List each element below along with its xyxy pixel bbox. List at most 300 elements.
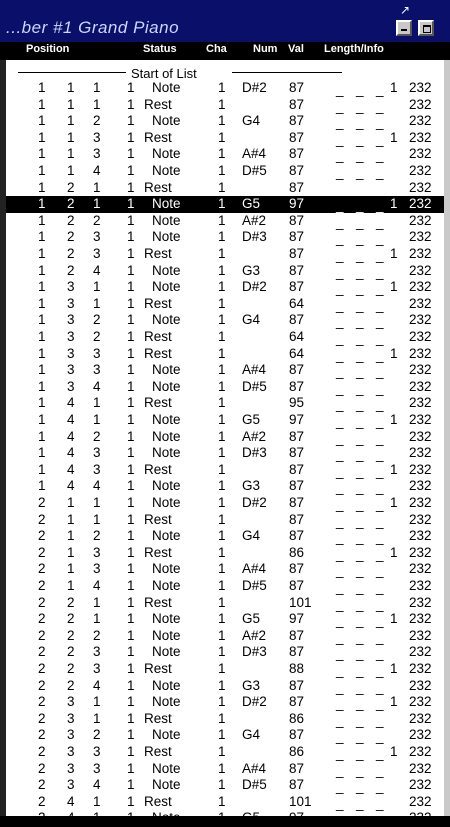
cell-status: Note <box>152 810 181 826</box>
event-row[interactable] <box>6 644 444 661</box>
cell-info: 232 <box>409 212 432 228</box>
cell-length: 1 <box>390 345 398 361</box>
empty-value-marker: _ <box>336 331 344 346</box>
event-row[interactable] <box>6 661 444 678</box>
empty-value-marker: _ <box>336 580 344 595</box>
empty-value-marker: _ <box>376 729 384 745</box>
cell-val: 97 <box>289 810 305 826</box>
cell-status: Note <box>152 279 181 295</box>
event-row[interactable] <box>6 279 444 296</box>
cell-channel: 1 <box>218 528 226 544</box>
cell-channel: 1 <box>218 793 226 809</box>
cell-val: 97 <box>289 196 305 212</box>
cell-bar: 1 <box>38 445 46 461</box>
cell-beat: 1 <box>67 561 75 577</box>
empty-value-marker: _ <box>336 447 344 463</box>
cell-channel: 1 <box>218 295 226 311</box>
cell-beat: 4 <box>67 412 75 427</box>
cell-tick: 1 <box>127 627 135 643</box>
empty-value-marker: _ <box>376 463 384 479</box>
empty-value-marker: _ <box>356 812 364 827</box>
cell-beat: 2 <box>67 594 75 610</box>
cell-sub: 1 <box>93 694 101 710</box>
cell-beat: 4 <box>67 793 75 809</box>
cell-sub: 2 <box>93 428 101 444</box>
cell-info: 232 <box>409 578 432 593</box>
cell-info: 232 <box>409 80 432 95</box>
cell-num: D#2 <box>242 495 267 510</box>
cell-length: 1 <box>390 196 398 212</box>
cell-channel: 1 <box>218 113 226 129</box>
empty-value-marker: _ <box>376 812 384 827</box>
cell-bar: 1 <box>38 362 46 378</box>
cell-val: 87 <box>289 461 305 477</box>
event-row[interactable] <box>6 146 444 163</box>
cell-bar: 1 <box>38 113 46 129</box>
event-row[interactable] <box>6 694 444 711</box>
cell-status: Rest <box>144 544 172 560</box>
cell-beat: 3 <box>67 744 75 759</box>
empty-value-marker: _ <box>376 447 384 463</box>
cell-val: 87 <box>289 511 305 527</box>
empty-value-marker: _ <box>356 314 364 330</box>
empty-value-marker: _ <box>356 613 364 629</box>
cell-bar: 2 <box>38 544 46 560</box>
empty-value-marker: _ <box>356 513 364 529</box>
cell-info: 232 <box>409 229 432 245</box>
event-row[interactable] <box>6 163 444 180</box>
event-row[interactable] <box>6 711 444 728</box>
event-row[interactable] <box>6 229 444 246</box>
cell-length: 1 <box>390 544 398 560</box>
cell-status: Rest <box>144 246 172 261</box>
empty-value-marker: _ <box>336 82 344 97</box>
cell-beat: 3 <box>67 760 75 776</box>
empty-value-marker: _ <box>356 746 364 761</box>
empty-value-marker: _ <box>336 264 344 280</box>
cell-info: 232 <box>409 246 432 261</box>
cell-channel: 1 <box>218 627 226 643</box>
cell-beat: 4 <box>67 478 75 494</box>
cell-bar: 1 <box>38 146 46 162</box>
cell-channel: 1 <box>218 661 226 676</box>
cell-val: 86 <box>289 744 305 759</box>
cell-status: Rest <box>144 594 172 610</box>
empty-value-marker: _ <box>336 181 344 197</box>
cell-beat: 1 <box>67 146 75 162</box>
cell-info: 232 <box>409 129 432 145</box>
event-row[interactable] <box>6 180 444 197</box>
event-row[interactable] <box>6 379 444 396</box>
empty-value-marker: _ <box>356 795 364 811</box>
cell-bar: 1 <box>38 279 46 295</box>
cell-bar: 2 <box>38 810 46 826</box>
cell-num: D#2 <box>242 80 267 95</box>
cell-num: G3 <box>242 677 261 693</box>
cell-sub: 1 <box>93 80 101 95</box>
event-row[interactable] <box>6 346 444 363</box>
cell-channel: 1 <box>218 561 226 577</box>
cell-channel: 1 <box>218 694 226 710</box>
empty-value-marker: _ <box>376 248 384 263</box>
cell-status: Note <box>152 362 181 378</box>
empty-value-marker: _ <box>376 513 384 529</box>
cell-info: 232 <box>409 329 432 344</box>
cell-num: G5 <box>242 810 261 826</box>
column-val[interactable]: Val <box>288 43 304 55</box>
cell-bar: 1 <box>38 229 46 245</box>
empty-value-marker: _ <box>376 546 384 562</box>
empty-value-marker: _ <box>356 131 364 147</box>
cell-length: 1 <box>390 495 398 510</box>
cell-val: 87 <box>289 163 305 178</box>
cell-val: 87 <box>289 644 305 660</box>
cell-tick: 1 <box>127 677 135 693</box>
empty-value-marker: _ <box>376 397 384 413</box>
empty-value-marker: _ <box>336 281 344 297</box>
event-row[interactable] <box>6 97 444 114</box>
cell-sub: 1 <box>93 96 101 112</box>
cell-info: 232 <box>409 312 432 328</box>
cell-num: D#5 <box>242 578 267 593</box>
cell-info: 232 <box>409 412 432 427</box>
event-row[interactable] <box>6 794 444 811</box>
empty-value-marker: _ <box>356 331 364 346</box>
cell-info: 232 <box>409 727 432 743</box>
cell-val: 87 <box>289 212 305 228</box>
column-status[interactable]: Status <box>143 43 177 55</box>
event-row[interactable] <box>6 329 444 346</box>
cell-tick: 1 <box>127 694 135 710</box>
cell-beat: 3 <box>67 694 75 710</box>
cell-bar: 2 <box>38 760 46 776</box>
cell-channel: 1 <box>218 378 226 394</box>
cell-info: 232 <box>409 362 432 378</box>
cell-val: 87 <box>289 179 305 195</box>
empty-value-marker: _ <box>356 463 364 479</box>
cell-val: 87 <box>289 760 305 776</box>
cell-beat: 2 <box>67 212 75 228</box>
start-of-list-label: Start of List <box>131 66 197 81</box>
cell-channel: 1 <box>218 578 226 593</box>
event-row[interactable] <box>6 362 444 379</box>
cell-beat: 1 <box>67 578 75 593</box>
empty-value-marker: _ <box>376 198 384 214</box>
event-row[interactable] <box>6 445 444 462</box>
event-row[interactable] <box>6 744 444 761</box>
empty-value-marker: _ <box>356 397 364 413</box>
empty-value-marker: _ <box>376 214 384 230</box>
cell-channel: 1 <box>218 179 226 195</box>
cell-length: 1 <box>390 80 398 95</box>
cell-tick: 1 <box>127 644 135 660</box>
cell-info: 232 <box>409 146 432 162</box>
corner-arrow-icon: ↗ <box>400 3 411 17</box>
empty-value-marker: _ <box>376 131 384 147</box>
cell-info: 232 <box>409 777 432 793</box>
cell-tick: 1 <box>127 196 135 212</box>
cell-status: Note <box>152 495 181 510</box>
cell-sub: 3 <box>93 561 101 577</box>
cell-bar: 1 <box>38 212 46 228</box>
cell-info: 232 <box>409 345 432 361</box>
event-row[interactable] <box>6 196 444 213</box>
cell-sub: 1 <box>93 395 101 411</box>
cell-channel: 1 <box>218 428 226 444</box>
empty-value-marker: _ <box>356 82 364 97</box>
event-row[interactable] <box>6 213 444 230</box>
cell-length: 1 <box>390 694 398 710</box>
column-position[interactable]: Position <box>26 43 70 55</box>
cell-status: Note <box>152 694 181 710</box>
cell-val: 87 <box>289 129 305 145</box>
empty-value-marker: _ <box>336 131 344 147</box>
cell-info: 232 <box>409 378 432 394</box>
event-row[interactable] <box>6 628 444 645</box>
event-row[interactable] <box>6 80 444 97</box>
cell-tick: 1 <box>127 163 135 178</box>
cell-channel: 1 <box>218 312 226 328</box>
cell-length: 1 <box>390 246 398 261</box>
empty-value-marker: _ <box>356 629 364 645</box>
cell-channel: 1 <box>218 96 226 112</box>
cell-num: D#5 <box>242 378 267 394</box>
cell-sub: 1 <box>93 594 101 610</box>
cell-num: G4 <box>242 312 261 328</box>
cell-sub: 3 <box>93 644 101 660</box>
empty-value-marker: _ <box>356 231 364 247</box>
cell-channel: 1 <box>218 744 226 759</box>
event-row[interactable] <box>6 777 444 794</box>
cell-bar: 1 <box>38 262 46 278</box>
empty-value-marker: _ <box>336 414 344 429</box>
cell-val: 87 <box>289 80 305 95</box>
event-row[interactable] <box>6 595 444 612</box>
cell-num: A#4 <box>242 146 267 162</box>
event-row[interactable] <box>6 528 444 545</box>
cell-status: Rest <box>144 96 172 112</box>
cell-beat: 1 <box>67 80 75 95</box>
cell-channel: 1 <box>218 163 226 178</box>
cell-num: G4 <box>242 727 261 743</box>
cell-num: D#3 <box>242 644 267 660</box>
cell-info: 232 <box>409 279 432 295</box>
empty-value-marker: _ <box>376 148 384 164</box>
empty-value-marker: _ <box>356 380 364 396</box>
cell-val: 87 <box>289 262 305 278</box>
event-row[interactable] <box>6 246 444 263</box>
divider-right <box>232 72 342 73</box>
event-row[interactable] <box>6 810 444 827</box>
event-row[interactable] <box>6 678 444 695</box>
cell-channel: 1 <box>218 511 226 527</box>
event-row[interactable] <box>6 113 444 130</box>
cell-tick: 1 <box>127 246 135 261</box>
cell-status: Rest <box>144 329 172 344</box>
empty-value-marker: _ <box>356 779 364 795</box>
cell-bar: 2 <box>38 611 46 627</box>
cell-tick: 1 <box>127 295 135 311</box>
cell-status: Note <box>152 677 181 693</box>
cell-beat: 3 <box>67 710 75 726</box>
cell-channel: 1 <box>218 212 226 228</box>
cell-tick: 1 <box>127 229 135 245</box>
cell-bar: 1 <box>38 345 46 361</box>
empty-value-marker: _ <box>356 497 364 512</box>
cell-sub: 1 <box>93 611 101 627</box>
cell-info: 232 <box>409 760 432 776</box>
empty-value-marker: _ <box>376 613 384 629</box>
column-channel[interactable]: Cha <box>206 43 227 55</box>
event-row[interactable] <box>6 429 444 446</box>
cell-val: 87 <box>289 777 305 793</box>
cell-info: 232 <box>409 677 432 693</box>
event-row[interactable] <box>6 263 444 280</box>
cell-channel: 1 <box>218 710 226 726</box>
cell-channel: 1 <box>218 611 226 627</box>
cell-val: 97 <box>289 611 305 627</box>
empty-value-marker: _ <box>376 297 384 313</box>
empty-value-marker: _ <box>376 281 384 297</box>
cell-beat: 1 <box>67 96 75 112</box>
column-length-info[interactable]: Length/Info <box>324 43 384 55</box>
cell-num: A#2 <box>242 212 267 228</box>
event-row[interactable] <box>6 412 444 429</box>
empty-value-marker: _ <box>356 115 364 131</box>
cell-beat: 4 <box>67 395 75 411</box>
cell-status: Rest <box>144 710 172 726</box>
cell-beat: 3 <box>67 312 75 328</box>
cell-tick: 1 <box>127 611 135 627</box>
cell-val: 101 <box>289 594 312 610</box>
cell-status: Rest <box>144 179 172 195</box>
cell-num: G5 <box>242 611 261 627</box>
cell-bar: 1 <box>38 295 46 311</box>
cell-beat: 2 <box>67 627 75 643</box>
cell-status: Note <box>152 312 181 328</box>
cell-beat: 2 <box>67 661 75 676</box>
cell-tick: 1 <box>127 179 135 195</box>
event-row[interactable] <box>6 561 444 578</box>
cell-beat: 3 <box>67 378 75 394</box>
event-row[interactable] <box>6 130 444 147</box>
event-row[interactable] <box>6 462 444 479</box>
cell-tick: 1 <box>127 744 135 759</box>
cell-channel: 1 <box>218 395 226 411</box>
cell-info: 232 <box>409 611 432 627</box>
cell-num: A#2 <box>242 428 267 444</box>
cell-info: 232 <box>409 810 432 826</box>
cell-sub: 3 <box>93 246 101 261</box>
event-list[interactable] <box>6 60 444 827</box>
cell-tick: 1 <box>127 561 135 577</box>
empty-value-marker: _ <box>336 795 344 811</box>
cell-val: 87 <box>289 229 305 245</box>
cell-beat: 3 <box>67 279 75 295</box>
cell-tick: 1 <box>127 329 135 344</box>
cell-sub: 3 <box>93 345 101 361</box>
empty-value-marker: _ <box>336 696 344 712</box>
empty-value-marker: _ <box>376 795 384 811</box>
event-row[interactable] <box>6 395 444 412</box>
cell-val: 101 <box>289 793 312 809</box>
event-row[interactable] <box>6 478 444 495</box>
cell-bar: 1 <box>38 395 46 411</box>
cell-bar: 2 <box>38 793 46 809</box>
event-row[interactable] <box>6 611 444 628</box>
cell-status: Note <box>152 212 181 228</box>
minimize-button[interactable] <box>396 20 412 36</box>
event-row[interactable] <box>6 761 444 778</box>
empty-value-marker: _ <box>356 98 364 114</box>
maximize-button[interactable] <box>418 20 434 36</box>
cell-info: 232 <box>409 710 432 726</box>
empty-value-marker: _ <box>376 663 384 678</box>
cell-channel: 1 <box>218 412 226 427</box>
cell-bar: 2 <box>38 727 46 743</box>
cell-beat: 3 <box>67 727 75 743</box>
cell-status: Note <box>152 611 181 627</box>
cell-channel: 1 <box>218 229 226 245</box>
cell-bar: 2 <box>38 744 46 759</box>
cell-info: 232 <box>409 627 432 643</box>
cell-beat: 2 <box>67 677 75 693</box>
empty-value-marker: _ <box>336 812 344 827</box>
column-num[interactable]: Num <box>253 43 278 55</box>
cell-val: 86 <box>289 544 305 560</box>
cell-val: 64 <box>289 329 305 344</box>
cell-tick: 1 <box>127 594 135 610</box>
cell-info: 232 <box>409 445 432 461</box>
empty-value-marker: _ <box>356 580 364 595</box>
empty-value-marker: _ <box>336 679 344 695</box>
cell-bar: 2 <box>38 561 46 577</box>
cell-tick: 1 <box>127 378 135 394</box>
cell-num: A#4 <box>242 362 267 378</box>
cell-info: 232 <box>409 295 432 311</box>
event-row[interactable] <box>6 578 444 595</box>
cell-info: 232 <box>409 478 432 494</box>
event-row[interactable] <box>6 495 444 512</box>
event-row[interactable] <box>6 545 444 562</box>
cell-status: Note <box>152 146 181 162</box>
empty-value-marker: _ <box>336 214 344 230</box>
cell-num: G3 <box>242 262 261 278</box>
cell-sub: 4 <box>93 777 101 793</box>
cell-bar: 2 <box>38 644 46 660</box>
cell-info: 232 <box>409 395 432 411</box>
event-row[interactable] <box>6 296 444 313</box>
empty-value-marker: _ <box>336 530 344 546</box>
window-title: ...ber #1 Grand Piano <box>6 18 180 37</box>
cell-status: Note <box>152 760 181 776</box>
cell-bar: 1 <box>38 312 46 328</box>
cell-status: Rest <box>144 129 172 145</box>
event-row[interactable] <box>6 727 444 744</box>
cell-info: 232 <box>409 96 432 112</box>
title-bar <box>0 0 450 42</box>
cell-val: 87 <box>289 362 305 378</box>
cell-beat: 2 <box>67 644 75 660</box>
cell-beat: 2 <box>67 196 75 212</box>
empty-value-marker: _ <box>336 463 344 479</box>
cell-status: Note <box>152 777 181 793</box>
cell-bar: 1 <box>38 96 46 112</box>
cell-beat: 1 <box>67 163 75 178</box>
empty-value-marker: _ <box>376 347 384 363</box>
event-row[interactable] <box>6 512 444 529</box>
event-row[interactable] <box>6 312 444 329</box>
